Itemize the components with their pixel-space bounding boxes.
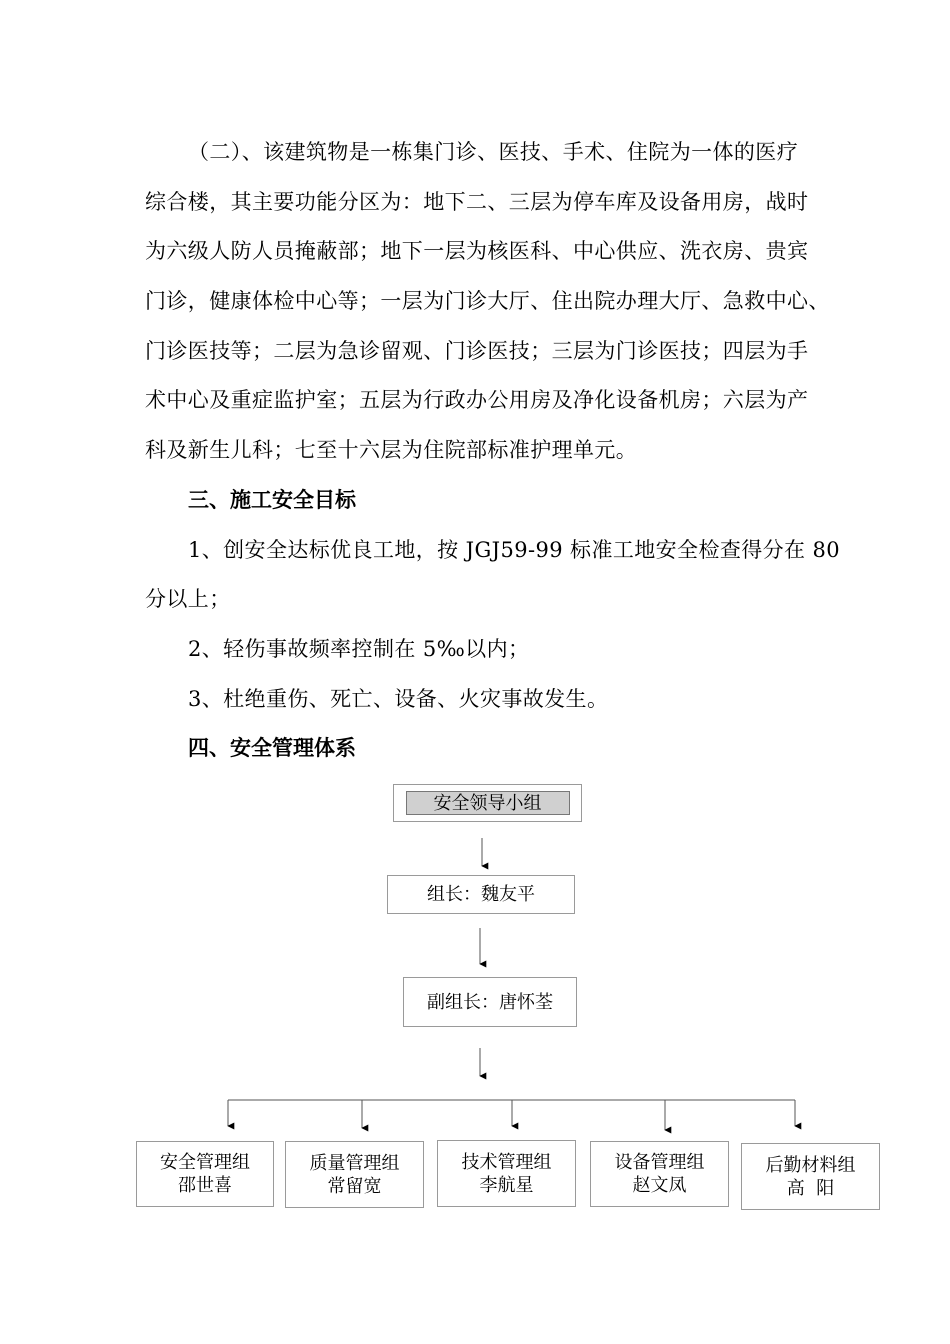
paragraph-line: 术中心及重症监护室；五层为行政办公用房及净化设备机房；六层为产 bbox=[145, 388, 809, 412]
group-person: 李航星 bbox=[479, 1174, 534, 1196]
org-box-leadership-group bbox=[393, 784, 582, 822]
section-heading-safety-goals: 三、施工安全目标 bbox=[188, 488, 356, 512]
paragraph-line: 为六级人防人员掩蔽部；地下一层为核医科、中心供应、洗衣房、贵宾 bbox=[145, 239, 809, 263]
org-box-group bbox=[285, 1141, 424, 1208]
group-person: 赵文凤 bbox=[632, 1175, 687, 1196]
org-box-group bbox=[741, 1143, 880, 1210]
group-person: 常留宽 bbox=[327, 1175, 382, 1197]
group-name: 后勤材料组 bbox=[765, 1154, 856, 1176]
org-box-group bbox=[590, 1141, 729, 1207]
org-box-group bbox=[437, 1140, 576, 1207]
paragraph-line: 综合楼，其主要功能分区为：地下二、三层为停车库及设备用房，战时 bbox=[145, 190, 809, 214]
group-name: 安全管理组 bbox=[160, 1152, 250, 1173]
paragraph-line: 门诊，健康体检中心等；一层为门诊大厅、住出院办理大厅、急救中心、 bbox=[145, 289, 830, 313]
org-box-leadership-label: 安全领导小组 bbox=[406, 791, 570, 815]
group-name: 技术管理组 bbox=[461, 1151, 552, 1173]
org-leader-label: 组长：魏友平 bbox=[427, 884, 535, 905]
group-name: 质量管理组 bbox=[309, 1152, 400, 1174]
org-box-deputy bbox=[403, 977, 577, 1027]
paragraph-line: 门诊医技等；二层为急诊留观、门诊医技；三层为门诊医技；四层为手 bbox=[145, 339, 809, 363]
paragraph-line: 科及新生儿科；七至十六层为住院部标准护理单元。 bbox=[145, 438, 638, 462]
section-heading-management-system: 四、安全管理体系 bbox=[188, 736, 356, 760]
group-name: 设备管理组 bbox=[614, 1152, 705, 1173]
goal-item-3: 3、杜绝重伤、死亡、设备、火灾事故发生。 bbox=[188, 687, 609, 711]
org-box-group bbox=[136, 1141, 274, 1207]
goal-item-1-continued: 分以上； bbox=[145, 587, 231, 611]
goal-item-1: 1、创安全达标优良工地，按 JGJ59-99 标准工地安全检查得分在 80 bbox=[188, 538, 841, 562]
paragraph-line: （二）、该建筑物是一栋集门诊、医技、手术、住院为一体的医疗 bbox=[188, 140, 799, 164]
org-deputy-label: 副组长：唐怀荃 bbox=[427, 991, 553, 1013]
group-person: 高 阳 bbox=[786, 1177, 835, 1199]
goal-item-2: 2、轻伤事故频率控制在 5‰以内； bbox=[188, 637, 530, 661]
org-box-leader bbox=[387, 875, 575, 914]
group-person: 邵世喜 bbox=[178, 1175, 232, 1196]
